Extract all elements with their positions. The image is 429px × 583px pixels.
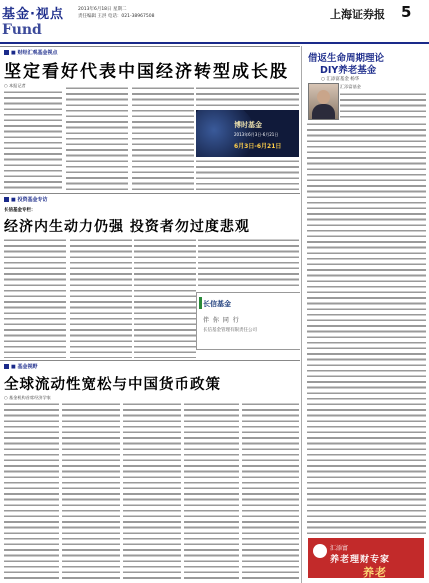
sidebar-title: 借返生命周期理论 <box>308 53 385 64</box>
ad-highlight: 养老 <box>363 566 387 579</box>
ad-tagline: 长信基金管理有限责任公司 <box>203 328 257 333</box>
article2-column <box>198 238 299 290</box>
ad-top: 汇添富 <box>330 545 349 552</box>
article2-column <box>134 238 196 358</box>
article1-column <box>196 159 299 190</box>
section-divider <box>0 360 300 361</box>
article3-column <box>4 402 59 580</box>
article3-headline: 全球流动性宽松与中国货币政策 <box>4 377 221 393</box>
ad-line: 2013年6月3日-6月21日 <box>234 132 279 137</box>
sidebar-byline: ○ 汇添富基金 杨华 <box>321 77 360 82</box>
article2-column <box>4 238 66 358</box>
paper-name: 上海证券报 <box>330 8 385 21</box>
logo-mark-icon <box>313 544 327 558</box>
article3-kicker: ■ 基金视野 <box>4 363 37 370</box>
sidebar-column <box>307 122 426 534</box>
article1-byline: ○ 本报记者 <box>4 83 26 88</box>
article3-column <box>123 402 181 580</box>
article3-column <box>184 402 239 580</box>
page-number: 5 <box>401 3 412 21</box>
article2-subhead: 长信基金专栏： <box>4 208 36 213</box>
changxin-advertisement[interactable] <box>196 292 301 350</box>
sidebar-divider <box>301 46 302 583</box>
huitianfu-advertisement[interactable] <box>308 538 424 578</box>
article1-column <box>132 86 194 190</box>
author-bio: 汇添富基金 <box>340 84 361 89</box>
fund-advertisement[interactable] <box>196 110 299 157</box>
section-en: Fund <box>2 22 42 38</box>
ad-slogan: 伴 你 同 行 <box>203 317 240 324</box>
section-title: 基金·视点 <box>2 7 64 22</box>
header-rule <box>0 42 429 44</box>
section-divider <box>0 193 300 194</box>
article1-kicker: ■ 财经汇观基金视点 <box>4 49 57 56</box>
article2-column <box>70 238 132 358</box>
ad-highlight: 6月3日-6月21日 <box>234 143 282 150</box>
article3-byline: ○ 基金机构首席经济学家 <box>4 395 51 400</box>
article1-column <box>66 86 128 190</box>
issue-date: 2013年6月18日 星期二 <box>78 7 127 12</box>
sidebar-column <box>340 92 426 120</box>
ad-main: 养老理财专家 <box>330 555 391 565</box>
article2-kicker: ■ 投资基金专访 <box>4 196 47 203</box>
author-portrait <box>308 83 339 120</box>
article1-column <box>196 86 299 108</box>
logo-mark-icon <box>199 297 202 309</box>
sidebar-title-line2: DIY养老基金 <box>320 65 377 76</box>
article3-column <box>62 402 120 580</box>
header-rule-thin <box>0 46 300 47</box>
editor-line: 责任编辑 王洪 电话：021-38967508 <box>78 14 155 19</box>
ad-logo: 长信基金 <box>203 300 231 308</box>
article3-column <box>242 402 299 580</box>
article1-column <box>4 90 62 190</box>
article2-headline: 经济内生动力仍强 投资者勿过度悲观 <box>4 219 250 235</box>
ad-title: 博时基金 <box>234 121 262 129</box>
article1-headline: 坚定看好代表中国经济转型成长股 <box>4 62 289 82</box>
